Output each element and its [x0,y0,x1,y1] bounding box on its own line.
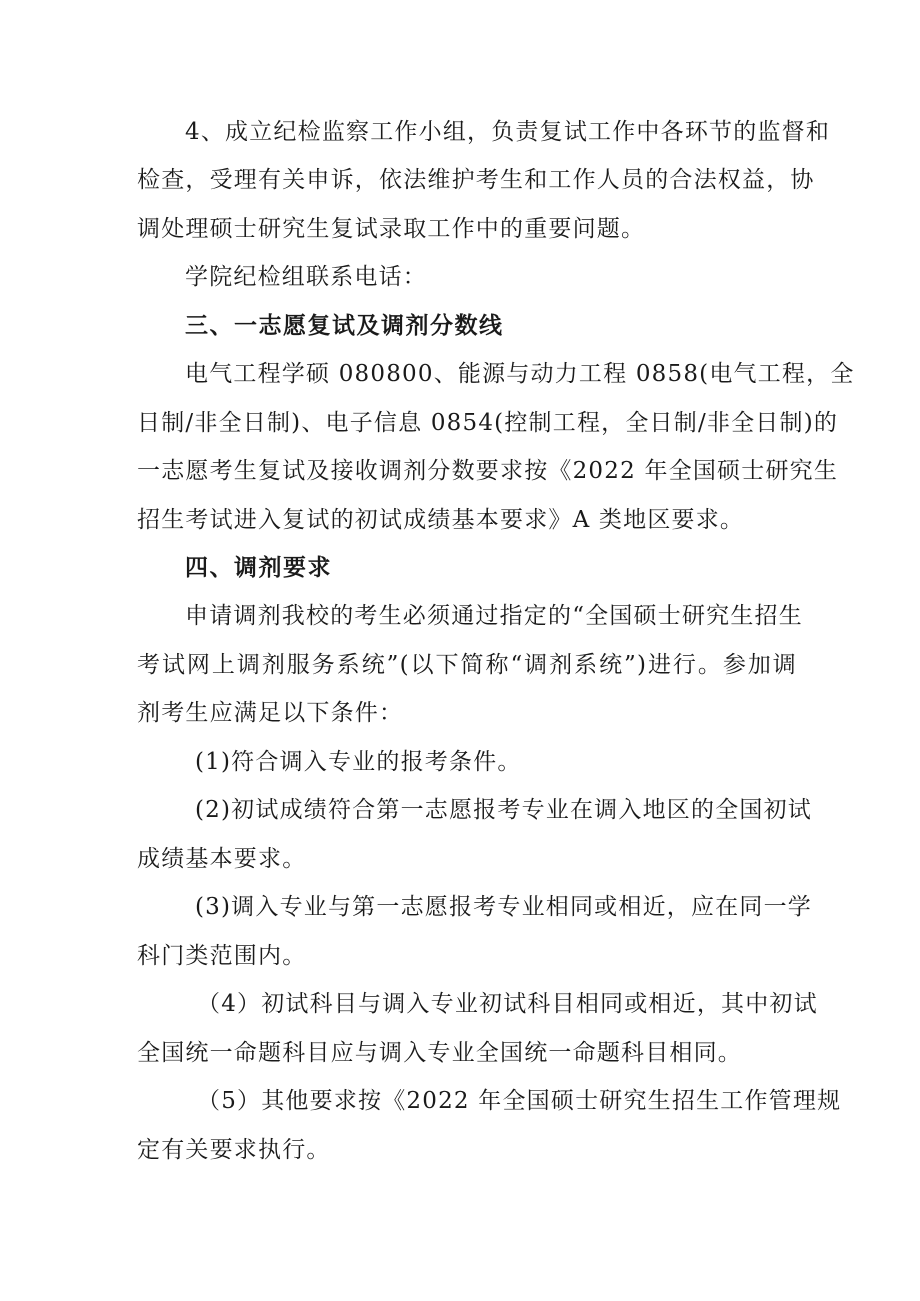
section4-intro-line-2: 考试网上调剂服务系统”(以下简称“调剂系统”)进行。参加调 [137,652,797,678]
section3-heading: 三、一志愿复试及调剂分数线 [185,313,504,339]
contact-line: 学院纪检组联系电话： [185,264,427,290]
item4-line-3: 调处理硕士研究生复试录取工作中的重要问题。 [137,216,646,242]
condition-2-line-1: (2)初试成绩符合第一志愿报考专业在调入地区的全国初试 [195,797,812,823]
item4-line-1: 4、成立纪检监察工作小组，负责复试工作中各环节的监督和 [185,119,831,145]
condition-4-line-1: （4）初试科目与调入专业初试科目相同或相近，其中初试 [197,991,818,1017]
item4-line-2: 检查，受理有关申诉，依法维护考生和工作人员的合法权益，协 [137,167,815,193]
condition-2-line-2: 成绩基本要求。 [137,846,307,872]
condition-3-line-1: (3)调入专业与第一志愿报考专业相同或相近，应在同一学 [195,894,812,920]
section3-line-4: 招生考试进入复试的初试成绩基本要求》A 类地区要求。 [137,507,745,533]
condition-3-line-2: 科门类范围内。 [137,943,307,969]
section4-intro-line-1: 申请调剂我校的考生必须通过指定的“全国硕士研究生招生 [185,603,803,629]
section4-intro-line-3: 剂考生应满足以下条件： [137,700,404,726]
section3-line-1: 电气工程学硕 080800、能源与动力工程 0858(电气工程，全 [185,361,855,387]
condition-4-line-2: 全国统一命题科目应与调入专业全国统一命题科目相同。 [137,1040,742,1066]
condition-5-line-2: 定有关要求执行。 [137,1137,331,1163]
condition-5-line-1: （5）其他要求按《2022 年全国硕士研究生招生工作管理规 [197,1088,842,1114]
section3-line-2: 日制/非全日制)、电子信息 0854(控制工程，全日制/非全日制)的 [137,410,839,436]
section3-line-3: 一志愿考生复试及接收调剂分数要求按《2022 年全国硕士研究生 [137,458,839,484]
condition-1-line-1: (1)符合调入专业的报考条件。 [195,749,522,775]
section4-heading: 四、调剂要求 [185,555,332,581]
